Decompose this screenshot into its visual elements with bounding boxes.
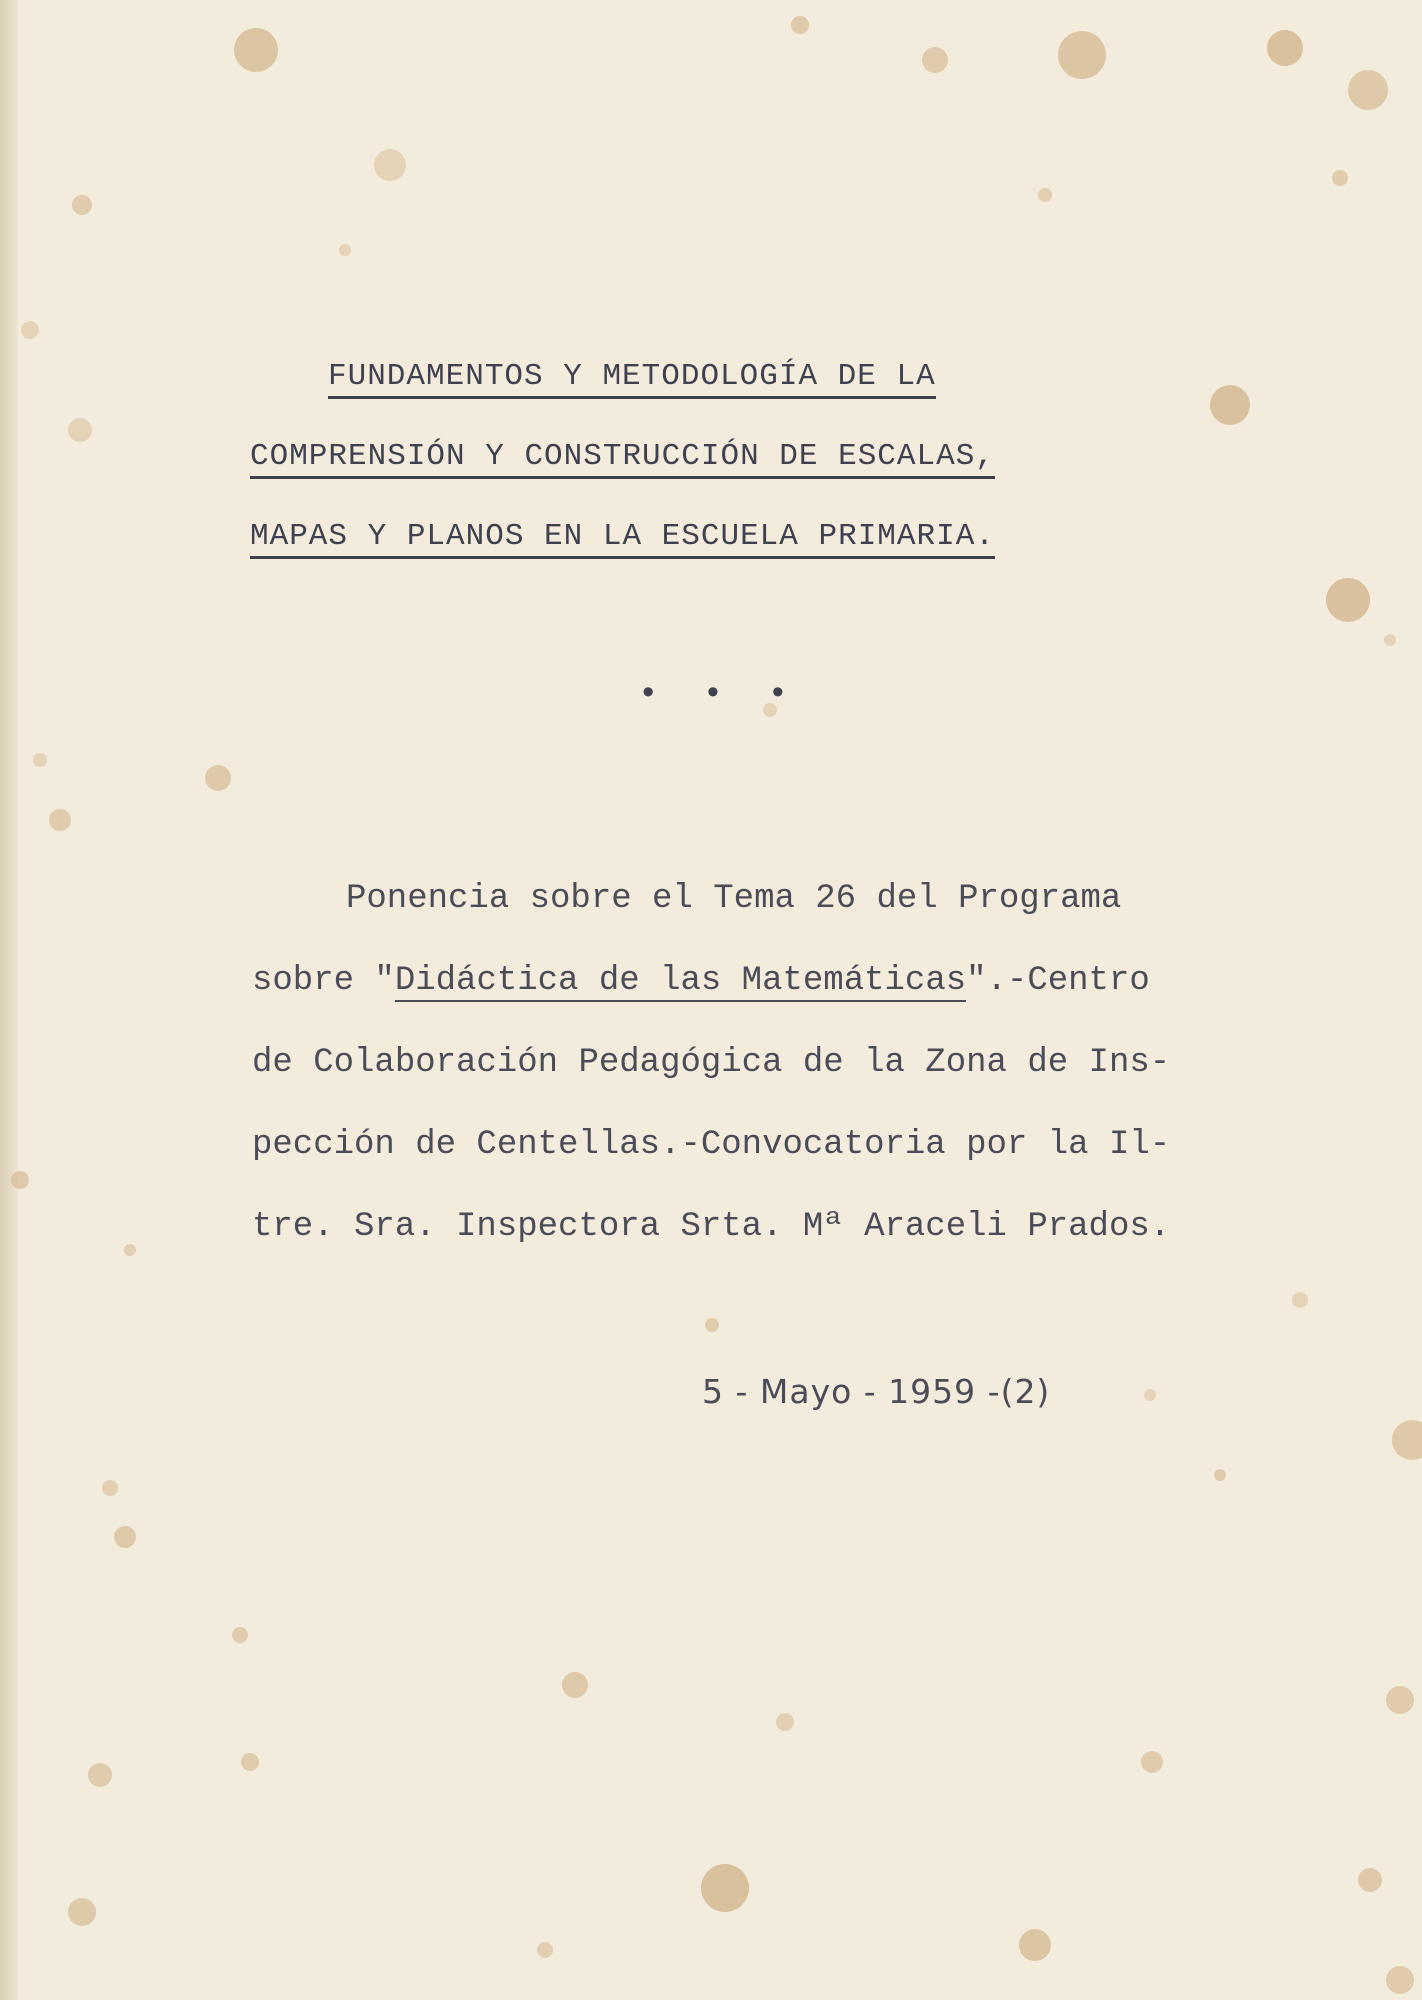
- document-date: 5 - Mayo - 1959 -(2): [702, 1372, 1051, 1411]
- document-title: [250, 355, 1200, 595]
- body-line-5: tre. Sra. Inspectora Srta. Mª Araceli Prados.: [252, 1208, 1171, 1246]
- underlined-subject: Didáctica de las Matemáticas: [394, 962, 967, 1000]
- separator-dots: • • •: [638, 676, 801, 714]
- body-line-3: de Colaboración Pedagógica de la Zona de Ins-: [252, 1044, 1171, 1082]
- body-paragraph: [252, 858, 1332, 1268]
- body-line-2: sobre "Didáctica de las Matemáticas".-Centro: [252, 962, 1150, 1000]
- title-line-3: MAPAS Y PLANOS EN LA ESCUELA PRIMARIA.: [250, 515, 1200, 595]
- body-line-4: pección de Centellas.-Convocatoria por la Il-: [252, 1126, 1171, 1164]
- title-line-2: COMPRENSIÓN Y CONSTRUCCIÓN DE ESCALAS,: [250, 435, 1200, 515]
- body-line-1: Ponencia sobre el Tema 26 del Programa: [346, 880, 1122, 918]
- title-line-1: FUNDAMENTOS Y METODOLOGÍA DE LA: [250, 355, 1200, 435]
